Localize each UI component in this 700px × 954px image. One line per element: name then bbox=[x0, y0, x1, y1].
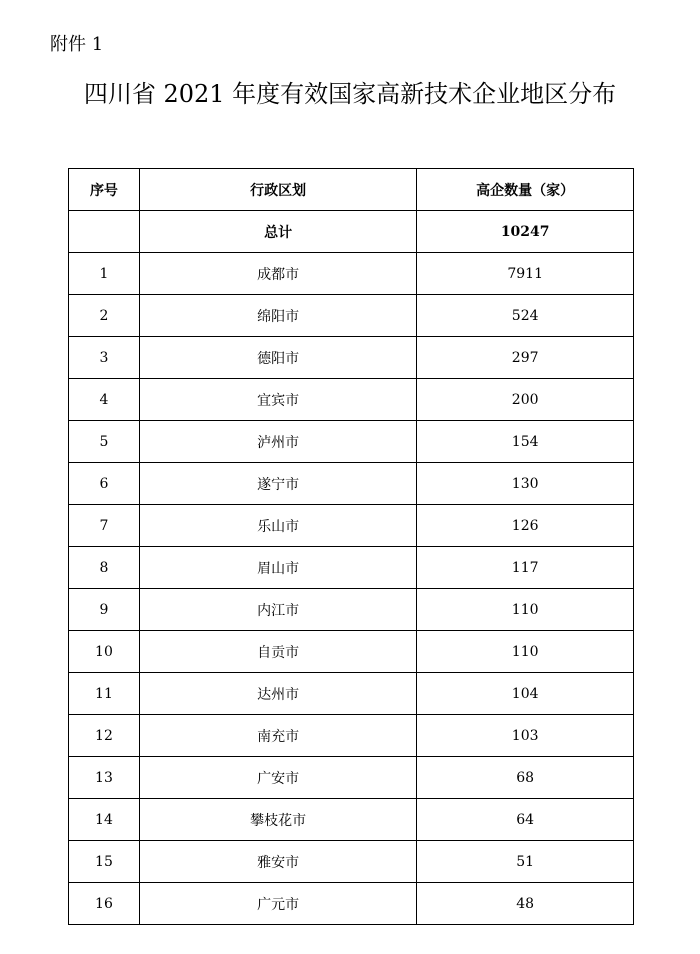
row-count: 117 bbox=[417, 547, 634, 589]
row-count: 154 bbox=[417, 421, 634, 463]
table-row bbox=[69, 883, 634, 925]
row-index: 4 bbox=[69, 379, 140, 421]
row-index: 8 bbox=[69, 547, 140, 589]
row-region: 南充市 bbox=[139, 715, 416, 757]
row-region: 眉山市 bbox=[139, 547, 416, 589]
table-row bbox=[69, 421, 634, 463]
row-count: 64 bbox=[417, 799, 634, 841]
row-region: 雅安市 bbox=[139, 841, 416, 883]
row-region: 泸州市 bbox=[139, 421, 416, 463]
row-region: 自贡市 bbox=[139, 631, 416, 673]
row-index: 15 bbox=[69, 841, 140, 883]
table-row bbox=[69, 589, 634, 631]
row-count: 110 bbox=[417, 631, 634, 673]
row-region: 绵阳市 bbox=[139, 295, 416, 337]
table-row bbox=[69, 379, 634, 421]
header-index: 序号 bbox=[69, 169, 140, 211]
row-count: 130 bbox=[417, 463, 634, 505]
row-count: 48 bbox=[417, 883, 634, 925]
row-index: 7 bbox=[69, 505, 140, 547]
table-row bbox=[69, 715, 634, 757]
row-region: 内江市 bbox=[139, 589, 416, 631]
table-row bbox=[69, 253, 634, 295]
table-row bbox=[69, 463, 634, 505]
table-header-row bbox=[69, 169, 634, 211]
total-count: 10247 bbox=[417, 211, 634, 253]
header-count: 高企数量（家） bbox=[417, 169, 634, 211]
document-title: 四川省 2021 年度有效国家高新技术企业地区分布 bbox=[83, 80, 617, 108]
row-region: 广安市 bbox=[139, 757, 416, 799]
row-index: 9 bbox=[69, 589, 140, 631]
row-index: 16 bbox=[69, 883, 140, 925]
row-count: 110 bbox=[417, 589, 634, 631]
table-row bbox=[69, 841, 634, 883]
row-region: 德阳市 bbox=[139, 337, 416, 379]
total-row bbox=[69, 211, 634, 253]
row-index: 5 bbox=[69, 421, 140, 463]
row-count: 103 bbox=[417, 715, 634, 757]
row-count: 200 bbox=[417, 379, 634, 421]
header-region: 行政区划 bbox=[139, 169, 416, 211]
attachment-label: 附件 1 bbox=[50, 34, 104, 55]
row-index: 13 bbox=[69, 757, 140, 799]
row-index: 6 bbox=[69, 463, 140, 505]
table-row bbox=[69, 673, 634, 715]
region-distribution-table bbox=[68, 168, 634, 925]
row-count: 524 bbox=[417, 295, 634, 337]
row-index: 11 bbox=[69, 673, 140, 715]
table-row bbox=[69, 337, 634, 379]
table-row bbox=[69, 547, 634, 589]
row-count: 68 bbox=[417, 757, 634, 799]
table-row bbox=[69, 505, 634, 547]
row-index: 14 bbox=[69, 799, 140, 841]
row-index: 10 bbox=[69, 631, 140, 673]
table-row bbox=[69, 757, 634, 799]
row-count: 126 bbox=[417, 505, 634, 547]
total-index bbox=[69, 211, 140, 253]
row-region: 遂宁市 bbox=[139, 463, 416, 505]
row-region: 乐山市 bbox=[139, 505, 416, 547]
row-count: 7911 bbox=[417, 253, 634, 295]
table-row bbox=[69, 631, 634, 673]
table-row bbox=[69, 295, 634, 337]
row-count: 297 bbox=[417, 337, 634, 379]
total-label: 总计 bbox=[139, 211, 416, 253]
row-count: 104 bbox=[417, 673, 634, 715]
row-index: 12 bbox=[69, 715, 140, 757]
table-row bbox=[69, 799, 634, 841]
row-index: 2 bbox=[69, 295, 140, 337]
row-region: 攀枝花市 bbox=[139, 799, 416, 841]
row-region: 宜宾市 bbox=[139, 379, 416, 421]
row-region: 达州市 bbox=[139, 673, 416, 715]
row-index: 1 bbox=[69, 253, 140, 295]
row-region: 成都市 bbox=[139, 253, 416, 295]
row-region: 广元市 bbox=[139, 883, 416, 925]
row-count: 51 bbox=[417, 841, 634, 883]
row-index: 3 bbox=[69, 337, 140, 379]
